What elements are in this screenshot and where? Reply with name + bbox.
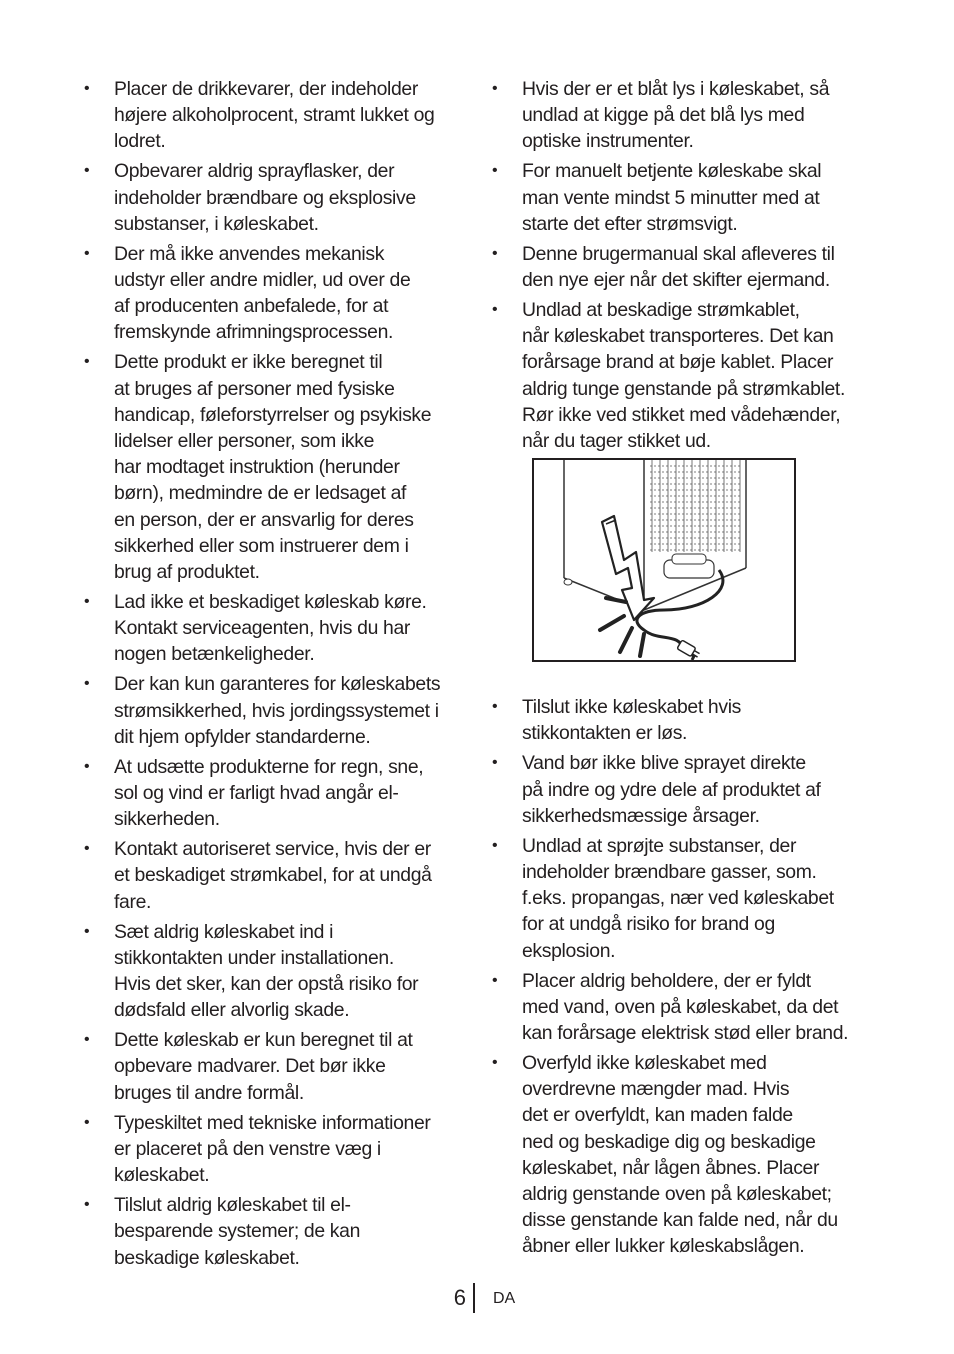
list-item-text: Typeskiltet med tekniske informationer er placeret på den venstre væg i køleskabet. bbox=[114, 1111, 431, 1187]
list-item-text: Placer de drikkevarer, der indeholder højere alkoholprocent, stramt lukket og lodret. bbox=[114, 78, 435, 153]
bullet-icon: • bbox=[492, 162, 498, 180]
bullet-icon: • bbox=[84, 1031, 90, 1049]
list-item bbox=[80, 1110, 465, 1189]
bullet-icon: • bbox=[84, 757, 90, 775]
bullet-icon: • bbox=[84, 1113, 90, 1131]
list-item-text: Der må ikke anvendes mekanisk udstyr eller andre midler, ud over de af producenten anbefalede, for at fremskynde afrimningsprocessen. bbox=[114, 242, 411, 344]
bullet-icon: • bbox=[492, 301, 498, 319]
bullet-icon: • bbox=[492, 80, 498, 97]
list-item bbox=[80, 76, 465, 155]
bullet-icon: • bbox=[84, 922, 90, 940]
list-item bbox=[488, 76, 873, 155]
list-item bbox=[80, 241, 465, 346]
list-item bbox=[80, 349, 465, 585]
bullet-icon: • bbox=[84, 244, 90, 262]
list-item bbox=[80, 1027, 465, 1106]
list-item-text: Placer aldrig beholdere, der er fyldt med vand, oven på køleskabet, da det kan forårsage elektrisk stød eller brand. bbox=[522, 969, 849, 1045]
bullet-icon: • bbox=[492, 1054, 498, 1072]
page-footer bbox=[0, 1283, 954, 1313]
list-item bbox=[80, 671, 465, 750]
list-item-text: Lad ikke et beskadiget køleskab køre. Kontakt serviceagenten, hvis du har nogen betænkeligheder. bbox=[114, 591, 427, 666]
list-item-text: Opbevarer aldrig sprayflasker, der indeholder brændbare og eksplosive substanser, i køleskabet. bbox=[114, 160, 416, 235]
plug-icon bbox=[677, 640, 701, 660]
list-item-text: Tilslut ikke køleskabet hvis stikkontakten er løs. bbox=[522, 696, 742, 745]
bullet-icon: • bbox=[84, 353, 90, 371]
list-item bbox=[80, 589, 465, 668]
list-item bbox=[488, 297, 873, 454]
list-item-text: Dette køleskab er kun beregnet til at opbevare madvarer. Det bør ikke bruges til andre formål. bbox=[114, 1029, 413, 1104]
list-item-text: Vand bør ikke blive sprayet direkte på indre og ydre dele af produktet af sikkerhedsmæssige årsager. bbox=[522, 752, 821, 827]
list-item-text: For manuelt betjente køleskabe skal man vente mindst 5 minutter med at starte det efter strømsvigt. bbox=[522, 160, 822, 235]
footer-divider bbox=[473, 1283, 475, 1313]
page-number: 6 bbox=[453, 1285, 466, 1310]
left-bullet-list bbox=[80, 76, 465, 1271]
language-code: DA bbox=[493, 1290, 516, 1307]
list-item-text: Undlad at beskadige strømkablet, når køleskabet transporteres. Det kan forårsage brand at bøje kablet. Placer aldrig tunge genstande på strømkablet. Rør ikke ved stikket med vådehænder, når du tager stikket ud. bbox=[522, 299, 846, 453]
bullet-icon: • bbox=[492, 836, 498, 854]
bullet-icon: • bbox=[84, 840, 90, 858]
left-column bbox=[80, 76, 465, 1275]
list-item bbox=[488, 968, 873, 1047]
list-item bbox=[488, 750, 873, 829]
bullet-icon: • bbox=[492, 244, 498, 262]
list-item bbox=[80, 754, 465, 833]
list-item-text: Denne brugermanual skal afleveres til den nye ejer når det skifter ejermand. bbox=[522, 242, 835, 292]
list-item bbox=[80, 1192, 465, 1271]
bullet-icon: • bbox=[492, 971, 498, 989]
list-item bbox=[488, 241, 873, 293]
list-item-text: Der kan kun garanteres for køleskabets strømsikkerhed, hvis jordingssystemet i dit hjem opfylder standarderne. bbox=[114, 673, 441, 748]
list-item-text: At udsætte produkterne for regn, sne, sol og vind er farligt hvad angår el- sikkerheden. bbox=[114, 755, 424, 831]
fridge-back-icon bbox=[534, 460, 794, 660]
list-item-text: Kontakt autoriseret service, hvis der er et beskadiget strømkabel, for at undgå fare. bbox=[114, 838, 432, 913]
right-bullet-list-bottom bbox=[488, 694, 873, 1259]
list-item-text: Tilslut aldrig køleskabet til el- besparende systemer; de kan beskadige køleskabet. bbox=[114, 1194, 361, 1269]
bullet-icon: • bbox=[84, 1196, 90, 1214]
bullet-icon: • bbox=[84, 675, 90, 693]
list-item bbox=[488, 694, 873, 746]
list-item-text: Sæt aldrig køleskabet ind i stikkontakten under installationen. Hvis det sker, kan der opstå risiko for dødsfald eller alvorlig skade. bbox=[114, 920, 419, 1022]
list-item bbox=[80, 919, 465, 1024]
list-item bbox=[80, 158, 465, 237]
bullet-icon: • bbox=[84, 80, 90, 97]
list-item bbox=[488, 158, 873, 237]
bullet-icon: • bbox=[84, 593, 90, 611]
right-column bbox=[488, 76, 873, 1263]
bullet-icon: • bbox=[492, 754, 498, 772]
fridge-cable-illustration bbox=[532, 458, 796, 662]
list-item-text: Undlad at sprøjte substanser, der indeholder brændbare gasser, som. f.eks. propangas, nær ved køleskabet for at undgå risiko for brand og eksplosion. bbox=[522, 834, 834, 962]
list-item bbox=[80, 836, 465, 915]
right-bullet-list-top bbox=[488, 76, 873, 454]
list-item bbox=[488, 1050, 873, 1260]
bullet-icon: • bbox=[492, 698, 498, 716]
list-item bbox=[488, 833, 873, 964]
bullet-icon: • bbox=[84, 162, 90, 180]
lightning-bolt-icon bbox=[602, 516, 654, 620]
list-item-text: Dette produkt er ikke beregnet til at bruges af personer med fysiske handicap, føleforstyrrelser og psykiske lidelser eller personer, som ikke har modtaget instruktion (herunder børn), medmindre de er ledsaget af en person, der er ansvarlig for deres sikkerhed eller som instruerer dem i brug af produktet. bbox=[114, 351, 432, 584]
list-item-text: Hvis der er et blåt lys i køleskabet, så undlad at kigge på det blå lys med optiske instrumenter. bbox=[522, 78, 830, 153]
list-item-text: Overfyld ikke køleskabet med overdrevne mængder mad. Hvis det er overfyldt, kan maden falde ned og beskadige dig og beskadige køleskabet, når lågen åbnes. Placer aldrig genstande oven på køleskabet; disse genstande kan falde ned, når du åbner eller lukker køleskabslågen. bbox=[522, 1052, 838, 1258]
